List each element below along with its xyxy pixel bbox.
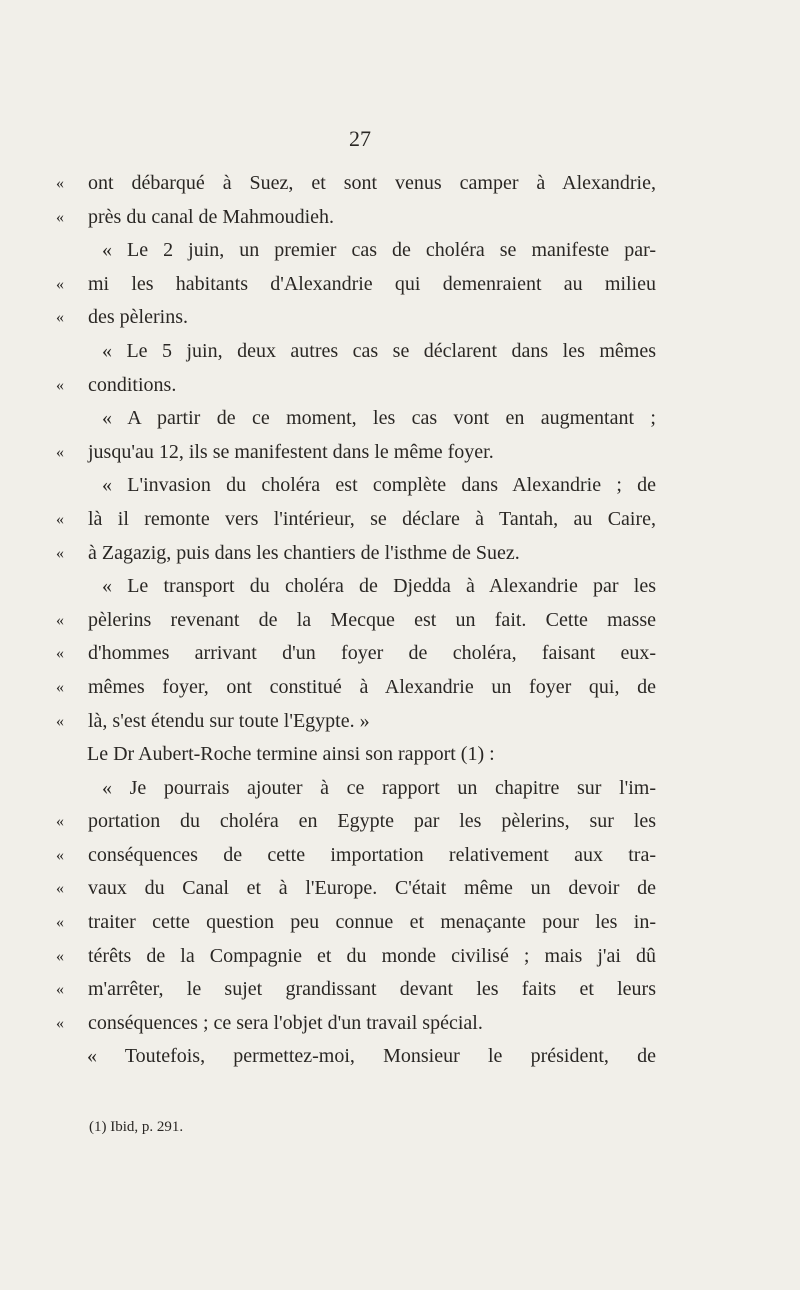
- line-text: jusqu'au 12, ils se manifestent dans le même foyer.: [88, 440, 494, 463]
- quote-mark: «: [56, 544, 64, 562]
- line-text: « L'invasion du choléra est complète dans Alexandrie ; de: [102, 474, 656, 497]
- quote-mark: «: [56, 678, 64, 696]
- text-line: [56, 805, 656, 839]
- quote-mark: «: [56, 846, 64, 864]
- quote-mark: «: [56, 611, 64, 629]
- quote-mark: «: [56, 175, 64, 192]
- text-line: [56, 234, 656, 268]
- text-line: [56, 772, 656, 806]
- text-line: [56, 436, 656, 470]
- text-line: [56, 1007, 656, 1041]
- quote-mark: «: [56, 645, 64, 663]
- quote-mark: «: [56, 1014, 64, 1032]
- text-line: [56, 671, 656, 705]
- line-text: près du canal de Mahmoudieh.: [88, 205, 335, 228]
- quote-mark: «: [56, 914, 64, 932]
- line-text: ont débarqué à Suez, et sont venus camper à Alexandrie,: [88, 172, 656, 194]
- line-text: « Toutefois, permettez-moi, Monsieur le président, de: [87, 1045, 656, 1068]
- text-line: [56, 402, 656, 436]
- line-text: traiter cette question peu connue et menaçante pour les in-: [88, 911, 656, 934]
- footnote: (1) Ibid, p. 291.: [89, 1119, 184, 1135]
- line-text: pèlerins revenant de la Mecque est un fait. Cette masse: [88, 608, 656, 631]
- line-text: mêmes foyer, ont constitué à Alexandrie un foyer qui, de: [88, 675, 656, 698]
- line-text: conséquences de cette importation relativement aux tra-: [88, 843, 656, 866]
- line-text: « A partir de ce moment, les cas vont en augmentant ;: [102, 407, 656, 430]
- quote-mark: «: [56, 947, 64, 965]
- line-text: d'hommes arrivant d'un foyer de choléra, faisant eux-: [88, 642, 656, 665]
- quote-mark: «: [56, 443, 64, 461]
- line-text: conditions.: [88, 373, 177, 396]
- text-line: [56, 705, 656, 739]
- line-text: portation du choléra en Egypte par les pèlerins, sur les: [88, 810, 656, 833]
- quote-mark: «: [56, 275, 64, 293]
- line-text: vaux du Canal et à l'Europe. C'était même un devoir de: [88, 877, 656, 900]
- text-line: [56, 537, 656, 571]
- text-line: [56, 167, 656, 201]
- text-line: [56, 839, 656, 873]
- text-line: [56, 973, 656, 1007]
- line-text: « Je pourrais ajouter à ce rapport un chapitre sur l'im-: [102, 776, 656, 799]
- quote-mark: «: [56, 510, 64, 528]
- quote-mark: «: [56, 880, 64, 898]
- text-line: [56, 503, 656, 537]
- line-text: à Zagazig, puis dans les chantiers de l'isthme de Suez.: [88, 541, 520, 564]
- line-text: térêts de la Compagnie et du monde civilisé ; mais j'ai dû: [88, 944, 656, 967]
- quote-mark: «: [56, 712, 64, 730]
- quote-mark: «: [56, 376, 64, 394]
- line-text: des pèlerins.: [88, 306, 188, 329]
- quote-mark: «: [56, 309, 64, 327]
- line-text: « Le transport du choléra de Djedda à Alexandrie par les: [102, 575, 656, 598]
- text-line: [56, 1040, 656, 1074]
- text-line: [56, 469, 656, 503]
- text-line: [56, 940, 656, 974]
- page-number: 27: [349, 126, 371, 151]
- line-text: « Le 5 juin, deux autres cas se déclarent dans les mêmes: [102, 339, 656, 362]
- text-line: [56, 335, 656, 369]
- text-line: [56, 738, 656, 772]
- text-line: [56, 268, 656, 302]
- line-text: là il remonte vers l'intérieur, se déclare à Tantah, au Caire,: [88, 507, 656, 530]
- text-line: [56, 369, 656, 403]
- line-text: là, s'est étendu sur toute l'Egypte. »: [88, 709, 370, 732]
- text-line: [56, 872, 656, 906]
- line-text: « Le 2 juin, un premier cas de choléra se manifeste par-: [102, 239, 656, 262]
- text-line: [56, 906, 656, 940]
- quote-mark: «: [56, 813, 64, 831]
- line-text: mi les habitants d'Alexandrie qui demenraient au milieu: [88, 272, 656, 295]
- text-line: [56, 301, 656, 335]
- line-text: conséquences ; ce sera l'objet d'un travail spécial.: [88, 1011, 483, 1034]
- quote-mark: «: [56, 981, 64, 999]
- text-line: [56, 570, 656, 604]
- text-line: [56, 604, 656, 638]
- quote-mark: «: [56, 208, 64, 226]
- line-text: Le Dr Aubert-Roche termine ainsi son rapport (1) :: [87, 743, 495, 766]
- text-line: [56, 637, 656, 671]
- line-text: m'arrêter, le sujet grandissant devant les faits et leurs: [88, 978, 656, 1001]
- body-text: [56, 167, 656, 1074]
- text-line: [56, 201, 656, 235]
